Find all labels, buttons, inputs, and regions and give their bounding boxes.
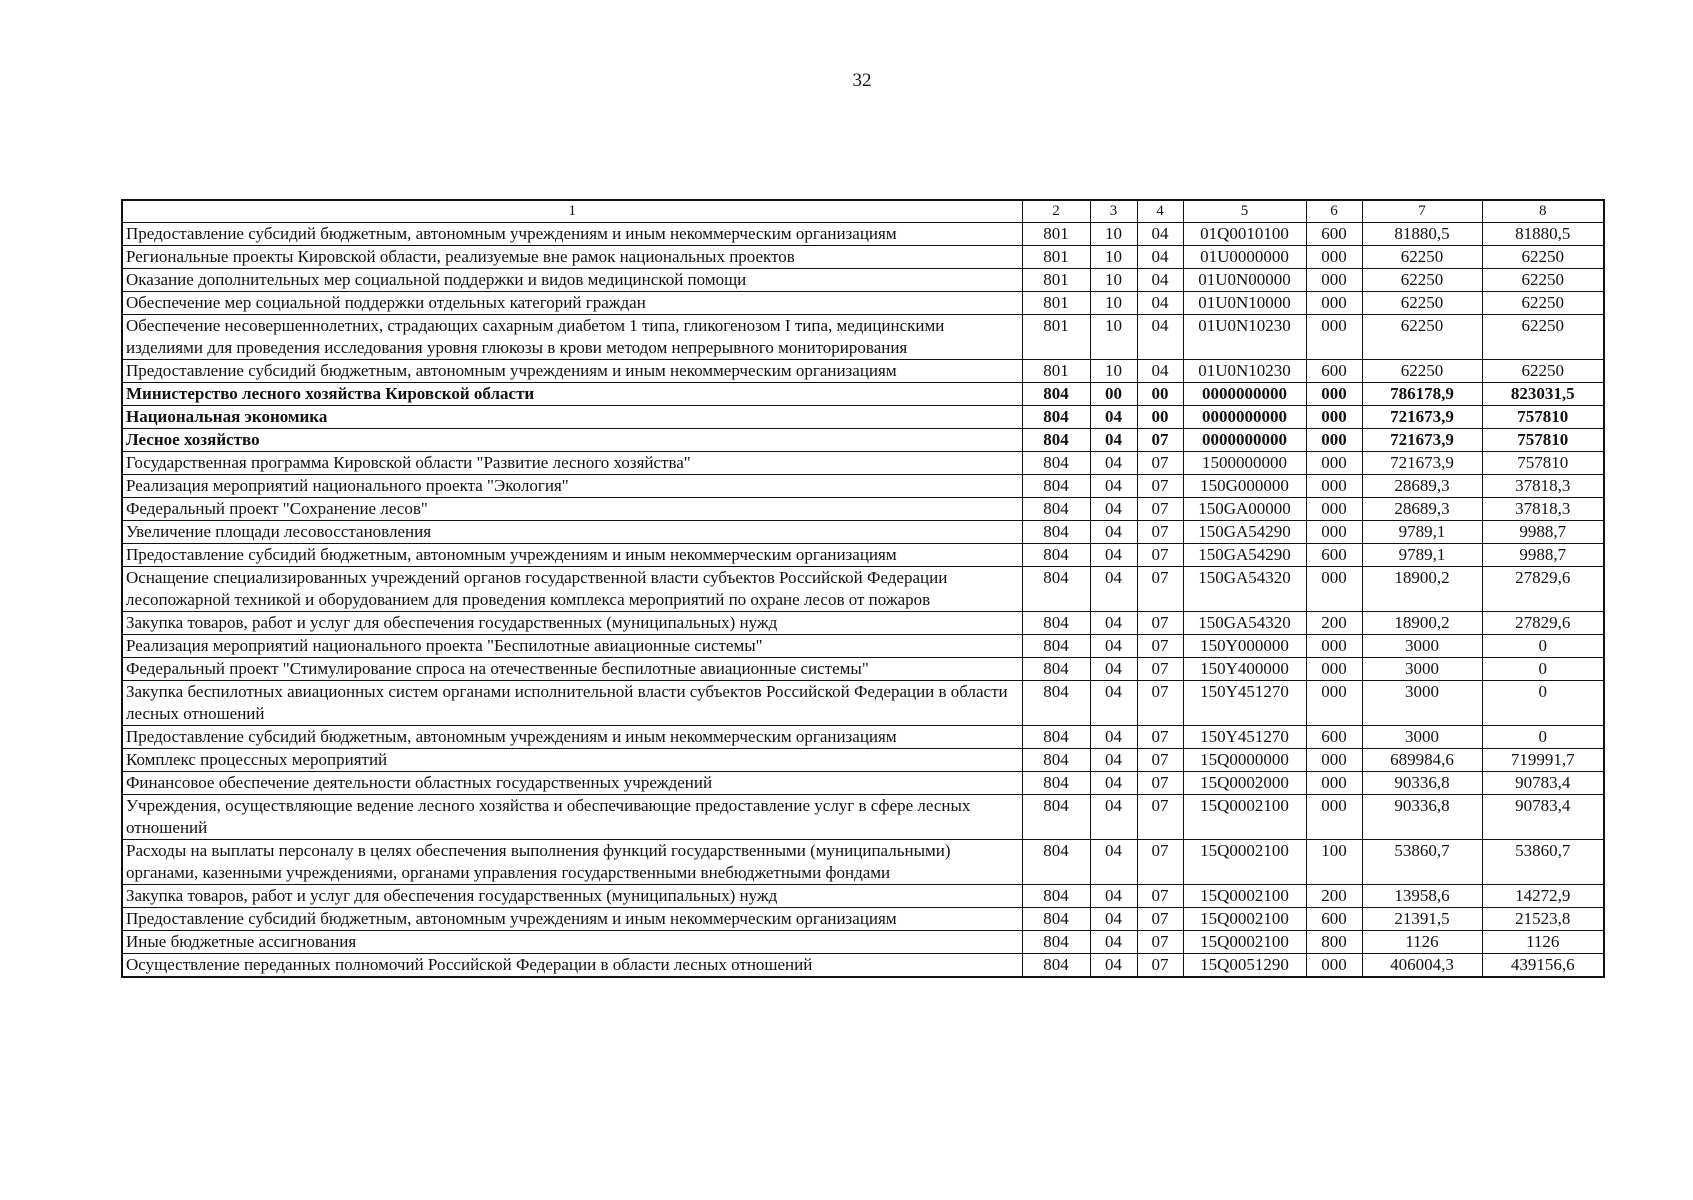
- col-2-code: 804: [1022, 795, 1090, 840]
- budget-table: [121, 199, 1605, 978]
- table-row: [122, 612, 1604, 635]
- col-2-code: 804: [1022, 429, 1090, 452]
- page-number: 32: [852, 70, 872, 91]
- col-5-target-article: 15Q0002000: [1183, 772, 1306, 795]
- col-5-target-article: 15Q0002100: [1183, 840, 1306, 885]
- table-row: [122, 635, 1604, 658]
- col-4-subsection: 07: [1137, 635, 1183, 658]
- col-5-target-article: 150GA54290: [1183, 521, 1306, 544]
- table-row: [122, 429, 1604, 452]
- row-name: Федеральный проект "Сохранение лесов": [122, 498, 1022, 521]
- col-3-section: 04: [1090, 658, 1137, 681]
- col-6-expense-type: 200: [1306, 885, 1362, 908]
- col-7-amount: 62250: [1362, 292, 1482, 315]
- row-name: Предоставление субсидий бюджетным, автономным учреждениям и иным некоммерческим организациям: [122, 360, 1022, 383]
- col-3-section: 04: [1090, 567, 1137, 612]
- col-6-expense-type: 000: [1306, 452, 1362, 475]
- col-3-section: 10: [1090, 315, 1137, 360]
- col-3-section: 04: [1090, 612, 1137, 635]
- col-5-target-article: 150Y000000: [1183, 635, 1306, 658]
- col-2-code: 804: [1022, 406, 1090, 429]
- col-4-subsection: 04: [1137, 246, 1183, 269]
- col-3-section: 04: [1090, 908, 1137, 931]
- row-name: Оказание дополнительных мер социальной поддержки и видов медицинской помощи: [122, 269, 1022, 292]
- col-2-code: 804: [1022, 681, 1090, 726]
- row-name: Предоставление субсидий бюджетным, автономным учреждениям и иным некоммерческим организациям: [122, 544, 1022, 567]
- col-2-code: 804: [1022, 908, 1090, 931]
- table-row: [122, 567, 1604, 612]
- col-5-target-article: 150GA54320: [1183, 612, 1306, 635]
- col-7-amount: 53860,7: [1362, 840, 1482, 885]
- col-2-code: 804: [1022, 931, 1090, 954]
- table-row: [122, 406, 1604, 429]
- table-row: [122, 772, 1604, 795]
- col-8-amount: 0: [1482, 681, 1604, 726]
- header-cell-2: 2: [1022, 200, 1090, 223]
- col-7-amount: 3000: [1362, 726, 1482, 749]
- table-row: [122, 315, 1604, 360]
- col-4-subsection: 07: [1137, 429, 1183, 452]
- col-5-target-article: 01U0N10000: [1183, 292, 1306, 315]
- col-8-amount: 439156,6: [1482, 954, 1604, 978]
- col-2-code: 804: [1022, 749, 1090, 772]
- col-4-subsection: 04: [1137, 360, 1183, 383]
- row-name: Предоставление субсидий бюджетным, автономным учреждениям и иным некоммерческим организациям: [122, 223, 1022, 246]
- col-6-expense-type: 600: [1306, 908, 1362, 931]
- col-6-expense-type: 600: [1306, 544, 1362, 567]
- col-5-target-article: 15Q0002100: [1183, 795, 1306, 840]
- row-name: Финансовое обеспечение деятельности областных государственных учреждений: [122, 772, 1022, 795]
- row-name: Оснащение специализированных учреждений органов государственной власти субъектов Российской Федерации лесопожарной техникой и оборудованием для проведения комплекса мероприятий по охране лесов от пожаров: [122, 567, 1022, 612]
- col-4-subsection: 07: [1137, 544, 1183, 567]
- col-6-expense-type: 000: [1306, 795, 1362, 840]
- col-4-subsection: 07: [1137, 452, 1183, 475]
- col-4-subsection: 00: [1137, 383, 1183, 406]
- col-3-section: 10: [1090, 360, 1137, 383]
- col-4-subsection: 07: [1137, 658, 1183, 681]
- col-2-code: 804: [1022, 840, 1090, 885]
- col-8-amount: 27829,6: [1482, 612, 1604, 635]
- col-7-amount: 406004,3: [1362, 954, 1482, 978]
- col-8-amount: 757810: [1482, 429, 1604, 452]
- col-6-expense-type: 000: [1306, 292, 1362, 315]
- col-3-section: 04: [1090, 954, 1137, 978]
- col-2-code: 801: [1022, 292, 1090, 315]
- header-row: [122, 200, 1604, 223]
- col-6-expense-type: 000: [1306, 772, 1362, 795]
- row-name: Государственная программа Кировской области "Развитие лесного хозяйства": [122, 452, 1022, 475]
- col-2-code: 804: [1022, 452, 1090, 475]
- col-6-expense-type: 600: [1306, 360, 1362, 383]
- col-4-subsection: 04: [1137, 223, 1183, 246]
- col-7-amount: 18900,2: [1362, 612, 1482, 635]
- table-row: [122, 521, 1604, 544]
- col-2-code: 804: [1022, 521, 1090, 544]
- col-2-code: 801: [1022, 315, 1090, 360]
- table-row: [122, 223, 1604, 246]
- col-5-target-article: 1500000000: [1183, 452, 1306, 475]
- col-6-expense-type: 000: [1306, 406, 1362, 429]
- col-3-section: 10: [1090, 292, 1137, 315]
- col-3-section: 04: [1090, 406, 1137, 429]
- col-4-subsection: 07: [1137, 908, 1183, 931]
- col-2-code: 804: [1022, 383, 1090, 406]
- col-3-section: 04: [1090, 475, 1137, 498]
- col-5-target-article: 150G000000: [1183, 475, 1306, 498]
- col-4-subsection: 07: [1137, 885, 1183, 908]
- header-cell-3: 3: [1090, 200, 1137, 223]
- row-name: Осуществление переданных полномочий Российской Федерации в области лесных отношений: [122, 954, 1022, 978]
- col-6-expense-type: 000: [1306, 498, 1362, 521]
- col-4-subsection: 04: [1137, 269, 1183, 292]
- table-row: [122, 931, 1604, 954]
- row-name: Закупка товаров, работ и услуг для обеспечения государственных (муниципальных) нужд: [122, 612, 1022, 635]
- table-row: [122, 246, 1604, 269]
- col-8-amount: 62250: [1482, 269, 1604, 292]
- col-7-amount: 62250: [1362, 360, 1482, 383]
- col-8-amount: 9988,7: [1482, 544, 1604, 567]
- row-name: Предоставление субсидий бюджетным, автономным учреждениям и иным некоммерческим организациям: [122, 726, 1022, 749]
- row-name: Комплекс процессных мероприятий: [122, 749, 1022, 772]
- col-7-amount: 3000: [1362, 658, 1482, 681]
- col-7-amount: 1126: [1362, 931, 1482, 954]
- col-8-amount: 0: [1482, 635, 1604, 658]
- row-name: Министерство лесного хозяйства Кировской области: [122, 383, 1022, 406]
- row-name: Предоставление субсидий бюджетным, автономным учреждениям и иным некоммерческим организациям: [122, 908, 1022, 931]
- col-3-section: 04: [1090, 726, 1137, 749]
- col-5-target-article: 150GA54290: [1183, 544, 1306, 567]
- row-name: Закупка товаров, работ и услуг для обеспечения государственных (муниципальных) нужд: [122, 885, 1022, 908]
- row-name: Учреждения, осуществляющие ведение лесного хозяйства и обеспечивающие предоставление услуг в сфере лесных отношений: [122, 795, 1022, 840]
- col-2-code: 804: [1022, 635, 1090, 658]
- col-6-expense-type: 000: [1306, 269, 1362, 292]
- table-row: [122, 452, 1604, 475]
- col-4-subsection: 07: [1137, 749, 1183, 772]
- col-2-code: 804: [1022, 544, 1090, 567]
- col-5-target-article: 15Q0051290: [1183, 954, 1306, 978]
- table-row: [122, 544, 1604, 567]
- col-2-code: 804: [1022, 498, 1090, 521]
- col-2-code: 801: [1022, 269, 1090, 292]
- header-cell-7: 7: [1362, 200, 1482, 223]
- col-4-subsection: 07: [1137, 567, 1183, 612]
- col-2-code: 801: [1022, 246, 1090, 269]
- col-7-amount: 90336,8: [1362, 772, 1482, 795]
- col-5-target-article: 150GA00000: [1183, 498, 1306, 521]
- col-7-amount: 721673,9: [1362, 452, 1482, 475]
- col-2-code: 804: [1022, 954, 1090, 978]
- col-3-section: 04: [1090, 931, 1137, 954]
- col-7-amount: 9789,1: [1362, 544, 1482, 567]
- col-7-amount: 689984,6: [1362, 749, 1482, 772]
- row-name: Лесное хозяйство: [122, 429, 1022, 452]
- col-8-amount: 37818,3: [1482, 475, 1604, 498]
- row-name: Расходы на выплаты персоналу в целях обеспечения выполнения функций государственными (муниципальными) органами, казенными учреждениями, органами управления государственными внебюджетными фондами: [122, 840, 1022, 885]
- col-3-section: 04: [1090, 635, 1137, 658]
- col-5-target-article: 01Q0010100: [1183, 223, 1306, 246]
- table-row: [122, 795, 1604, 840]
- col-5-target-article: 150Y400000: [1183, 658, 1306, 681]
- header-cell-8: 8: [1482, 200, 1604, 223]
- col-3-section: 04: [1090, 885, 1137, 908]
- col-3-section: 10: [1090, 269, 1137, 292]
- table-row: [122, 885, 1604, 908]
- table-body: [122, 223, 1604, 978]
- col-2-code: 804: [1022, 885, 1090, 908]
- col-8-amount: 757810: [1482, 452, 1604, 475]
- row-name: Региональные проекты Кировской области, реализуемые вне рамок национальных проектов: [122, 246, 1022, 269]
- col-3-section: 04: [1090, 840, 1137, 885]
- col-6-expense-type: 000: [1306, 475, 1362, 498]
- col-2-code: 804: [1022, 772, 1090, 795]
- row-name: Реализация мероприятий национального проекта "Беспилотные авиационные системы": [122, 635, 1022, 658]
- col-7-amount: 21391,5: [1362, 908, 1482, 931]
- col-6-expense-type: 000: [1306, 681, 1362, 726]
- header-cell-4: 4: [1137, 200, 1183, 223]
- col-6-expense-type: 100: [1306, 840, 1362, 885]
- col-6-expense-type: 800: [1306, 931, 1362, 954]
- col-7-amount: 786178,9: [1362, 383, 1482, 406]
- col-3-section: 04: [1090, 498, 1137, 521]
- col-5-target-article: 15Q0002100: [1183, 908, 1306, 931]
- col-6-expense-type: 000: [1306, 429, 1362, 452]
- col-7-amount: 62250: [1362, 315, 1482, 360]
- table-row: [122, 954, 1604, 978]
- col-4-subsection: 07: [1137, 498, 1183, 521]
- table-row: [122, 681, 1604, 726]
- col-7-amount: 28689,3: [1362, 475, 1482, 498]
- col-8-amount: 9988,7: [1482, 521, 1604, 544]
- col-7-amount: 62250: [1362, 269, 1482, 292]
- col-7-amount: 13958,6: [1362, 885, 1482, 908]
- col-4-subsection: 07: [1137, 681, 1183, 726]
- col-5-target-article: 01U0N10230: [1183, 315, 1306, 360]
- col-4-subsection: 07: [1137, 475, 1183, 498]
- col-4-subsection: 04: [1137, 315, 1183, 360]
- col-4-subsection: 07: [1137, 954, 1183, 978]
- col-7-amount: 90336,8: [1362, 795, 1482, 840]
- col-6-expense-type: 600: [1306, 223, 1362, 246]
- col-5-target-article: 0000000000: [1183, 429, 1306, 452]
- col-7-amount: 28689,3: [1362, 498, 1482, 521]
- col-5-target-article: 01U0000000: [1183, 246, 1306, 269]
- col-3-section: 10: [1090, 246, 1137, 269]
- table-row: [122, 383, 1604, 406]
- col-7-amount: 18900,2: [1362, 567, 1482, 612]
- table-row: [122, 726, 1604, 749]
- col-6-expense-type: 000: [1306, 383, 1362, 406]
- col-7-amount: 721673,9: [1362, 429, 1482, 452]
- col-2-code: 801: [1022, 360, 1090, 383]
- col-4-subsection: 07: [1137, 931, 1183, 954]
- col-3-section: 04: [1090, 795, 1137, 840]
- header-cell-1: 1: [122, 200, 1022, 223]
- col-8-amount: 62250: [1482, 360, 1604, 383]
- col-5-target-article: 15Q0002100: [1183, 885, 1306, 908]
- col-3-section: 04: [1090, 772, 1137, 795]
- table-row: [122, 498, 1604, 521]
- col-7-amount: 9789,1: [1362, 521, 1482, 544]
- col-6-expense-type: 200: [1306, 612, 1362, 635]
- col-8-amount: 21523,8: [1482, 908, 1604, 931]
- table-row: [122, 658, 1604, 681]
- col-8-amount: 757810: [1482, 406, 1604, 429]
- col-5-target-article: 01U0N00000: [1183, 269, 1306, 292]
- col-6-expense-type: 000: [1306, 521, 1362, 544]
- col-6-expense-type: 000: [1306, 635, 1362, 658]
- col-3-section: 04: [1090, 452, 1137, 475]
- table-row: [122, 840, 1604, 885]
- row-name: Иные бюджетные ассигнования: [122, 931, 1022, 954]
- header-cell-5: 5: [1183, 200, 1306, 223]
- row-name: Обеспечение мер социальной поддержки отдельных категорий граждан: [122, 292, 1022, 315]
- col-8-amount: 27829,6: [1482, 567, 1604, 612]
- col-2-code: 804: [1022, 567, 1090, 612]
- col-4-subsection: 07: [1137, 772, 1183, 795]
- col-2-code: 801: [1022, 223, 1090, 246]
- col-8-amount: 0: [1482, 658, 1604, 681]
- col-8-amount: 90783,4: [1482, 772, 1604, 795]
- col-3-section: 04: [1090, 544, 1137, 567]
- table-row: [122, 475, 1604, 498]
- row-name: Увеличение площади лесовосстановления: [122, 521, 1022, 544]
- col-5-target-article: 150Y451270: [1183, 681, 1306, 726]
- col-4-subsection: 04: [1137, 292, 1183, 315]
- col-6-expense-type: 000: [1306, 567, 1362, 612]
- col-8-amount: 37818,3: [1482, 498, 1604, 521]
- col-3-section: 04: [1090, 521, 1137, 544]
- col-3-section: 10: [1090, 223, 1137, 246]
- col-8-amount: 1126: [1482, 931, 1604, 954]
- col-6-expense-type: 600: [1306, 726, 1362, 749]
- col-5-target-article: 01U0N10230: [1183, 360, 1306, 383]
- table-row: [122, 749, 1604, 772]
- col-5-target-article: 0000000000: [1183, 406, 1306, 429]
- col-8-amount: 0: [1482, 726, 1604, 749]
- col-6-expense-type: 000: [1306, 954, 1362, 978]
- table-row: [122, 269, 1604, 292]
- col-8-amount: 53860,7: [1482, 840, 1604, 885]
- col-5-target-article: 15Q0002100: [1183, 931, 1306, 954]
- col-2-code: 804: [1022, 612, 1090, 635]
- col-4-subsection: 07: [1137, 840, 1183, 885]
- row-name: Закупка беспилотных авиационных систем органами исполнительной власти субъектов Российской Федерации в области лесных отношений: [122, 681, 1022, 726]
- col-8-amount: 81880,5: [1482, 223, 1604, 246]
- table-row: [122, 292, 1604, 315]
- col-8-amount: 90783,4: [1482, 795, 1604, 840]
- col-3-section: 04: [1090, 429, 1137, 452]
- row-name: Национальная экономика: [122, 406, 1022, 429]
- col-2-code: 804: [1022, 658, 1090, 681]
- col-7-amount: 3000: [1362, 681, 1482, 726]
- col-4-subsection: 07: [1137, 795, 1183, 840]
- row-name: Обеспечение несовершеннолетних, страдающих сахарным диабетом 1 типа, гликогенозом I типа, медицинскими изделиями для проведения исследования уровня глюкозы в крови методом непрерывного мониторирования: [122, 315, 1022, 360]
- col-6-expense-type: 000: [1306, 246, 1362, 269]
- col-6-expense-type: 000: [1306, 315, 1362, 360]
- table-row: [122, 908, 1604, 931]
- col-8-amount: 14272,9: [1482, 885, 1604, 908]
- col-7-amount: 3000: [1362, 635, 1482, 658]
- col-4-subsection: 00: [1137, 406, 1183, 429]
- col-2-code: 804: [1022, 475, 1090, 498]
- col-5-target-article: 0000000000: [1183, 383, 1306, 406]
- col-8-amount: 62250: [1482, 315, 1604, 360]
- col-8-amount: 62250: [1482, 246, 1604, 269]
- col-8-amount: 719991,7: [1482, 749, 1604, 772]
- col-3-section: 04: [1090, 749, 1137, 772]
- header-cell-6: 6: [1306, 200, 1362, 223]
- table-row: [122, 360, 1604, 383]
- col-3-section: 00: [1090, 383, 1137, 406]
- col-6-expense-type: 000: [1306, 749, 1362, 772]
- col-8-amount: 62250: [1482, 292, 1604, 315]
- col-4-subsection: 07: [1137, 726, 1183, 749]
- col-7-amount: 721673,9: [1362, 406, 1482, 429]
- col-3-section: 04: [1090, 681, 1137, 726]
- col-4-subsection: 07: [1137, 521, 1183, 544]
- row-name: Реализация мероприятий национального проекта "Экология": [122, 475, 1022, 498]
- col-6-expense-type: 000: [1306, 658, 1362, 681]
- col-5-target-article: 150Y451270: [1183, 726, 1306, 749]
- col-2-code: 804: [1022, 726, 1090, 749]
- row-name: Федеральный проект "Стимулирование спроса на отечественные беспилотные авиационные системы": [122, 658, 1022, 681]
- col-7-amount: 62250: [1362, 246, 1482, 269]
- col-4-subsection: 07: [1137, 612, 1183, 635]
- col-5-target-article: 15Q0000000: [1183, 749, 1306, 772]
- col-7-amount: 81880,5: [1362, 223, 1482, 246]
- col-5-target-article: 150GA54320: [1183, 567, 1306, 612]
- col-8-amount: 823031,5: [1482, 383, 1604, 406]
